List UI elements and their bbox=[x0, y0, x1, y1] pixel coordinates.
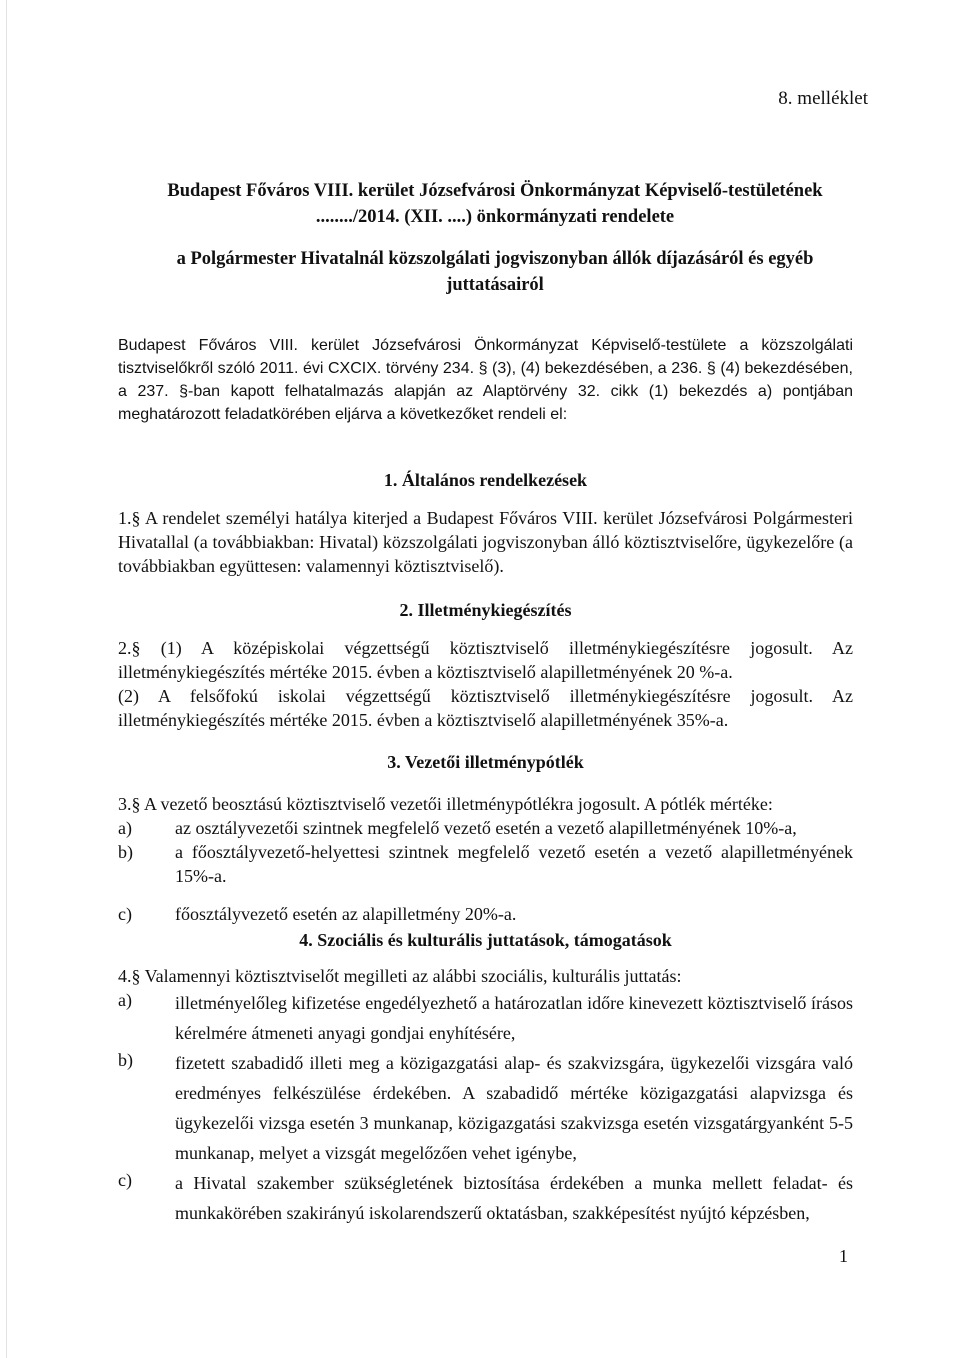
list-item-text: a Hivatal szakember szükségletének biztosítása érdekében a munka mellett feladat- és munkakörében szakirányú iskolarendszerű oktatásban, szakképesítést nyújtó képzésben, bbox=[175, 1173, 853, 1223]
list-item-label: c) bbox=[118, 904, 132, 924]
section-3-heading: 3. Vezetői illetménypótlék bbox=[387, 752, 584, 772]
list-item-text: fizetett szabadidő illeti meg a közigazgatási alap- és szakvizsgára, ügykezelői vizsgára való eredményes felkészülése érdekében. A szabadidő mértéke közigazgatási alapvizsga és ügykezelői vizsga esetén 3 munkanap, közigazgatási szakvizsga esetén vizsgatárgyanként 5-5 munkanap, melyet a vizsgát megelőzően vehet igénybe, bbox=[175, 1053, 853, 1163]
section-2-paragraph-1: 2.§ (1) A középiskolai végzettségű köztisztviselő illetménykiegészítésre jogosult. Az illetménykiegészítés mértéke 2015. évben a köztisztviselő alapilletményének 20 %-a. bbox=[118, 638, 853, 682]
section-2-body bbox=[118, 636, 853, 732]
list-item-label: a) bbox=[118, 990, 132, 1010]
list-item-text: illetményelőleg kifizetése engedélyezhető a határozatlan időre kinevezett köztisztviselő írásos kérelmére átmeneti anyagi gondjai enyhítésére, bbox=[175, 993, 853, 1043]
section-3-intro: 3.§ A vezető beosztású köztisztviselő vezetői illetménypótlékra jogosult. A pótlék mértéke: bbox=[118, 794, 773, 814]
list-item-text: főosztályvezető esetén az alapilletmény 20%-a. bbox=[175, 904, 517, 924]
list-item bbox=[118, 1168, 853, 1228]
section-4-body bbox=[118, 964, 853, 1228]
list-item-label: a) bbox=[118, 818, 132, 838]
list-item-label: c) bbox=[118, 1170, 132, 1190]
page-number: 1 bbox=[839, 1246, 848, 1266]
scan-edge-line bbox=[6, 0, 7, 1358]
subtitle: a Polgármester Hivatalnál közszolgálati jogviszonyban állók díjazásáról és egyéb juttatásairól bbox=[176, 249, 814, 295]
list-item bbox=[118, 816, 853, 840]
list-item bbox=[118, 840, 853, 888]
preamble: Budapest Főváros VIII. kerület Józsefvárosi Önkormányzat Képviselő-testülete a közszolgálati tisztviselőkről szóló 2011. évi CXCIX. törvény 234. § (3), (4) bekezdésében, a 236. § (4) bekezdésében, a 237. §-ban kapott felhatalmazás alapján az Alaptörvény 32. cikk (1) bekezdés a) pontjában meghatározott feladatkörében eljárva a következőket rendeli el: bbox=[118, 337, 853, 423]
section-4-heading: 4. Szociális és kulturális juttatások, támogatások bbox=[299, 930, 672, 950]
section-2-heading: 2. Illetménykiegészítés bbox=[399, 600, 572, 620]
section-4-intro: 4.§ Valamennyi köztisztviselőt megilleti az alábbi szociális, kulturális juttatás: bbox=[118, 966, 682, 986]
section-1-paragraph: 1.§ A rendelet személyi hatálya kiterjed a Budapest Főváros VIII. kerület Józsefvárosi Polgármesteri Hivatallal (a továbbiakban: Hivatal) közszolgálati jogviszonyban álló köztisztviselőre, ügykezelőre (a továbbiakban együttesen: valamennyi köztisztviselő). bbox=[118, 508, 853, 576]
section-3-body bbox=[118, 792, 853, 926]
list-item-text: az osztályvezetői szintnek megfelelő vezető esetén a vezető alapilletményének 10%-a, bbox=[175, 818, 797, 838]
section-1-heading: 1. Általános rendelkezések bbox=[383, 470, 588, 490]
list-item-label: b) bbox=[118, 1050, 133, 1070]
annex-label: 8. melléklet bbox=[778, 88, 868, 109]
section-2-paragraph-2: (2) A felsőfokú iskolai végzettségű köztisztviselő illetménykiegészítésre jogosult. Az illetménykiegészítés mértéke 2015. évben a köztisztviselő alapilletményének 35%-a. bbox=[118, 686, 853, 730]
list-item bbox=[118, 1048, 853, 1168]
list-item-label: b) bbox=[118, 842, 133, 862]
title-line-2: ......../2014. (XII. ....) önkormányzati rendelete bbox=[315, 207, 675, 227]
list-item bbox=[118, 988, 853, 1048]
title-line-1: Budapest Főváros VIII. kerület Józsefvárosi Önkormányzat Képviselő-testületének bbox=[167, 181, 823, 201]
list-item-text: a főosztályvezető-helyettesi szintnek megfelelő vezető esetén a vezető alapilletményének 15%-a. bbox=[175, 842, 853, 886]
list-item bbox=[118, 902, 853, 926]
title-block bbox=[150, 178, 840, 230]
